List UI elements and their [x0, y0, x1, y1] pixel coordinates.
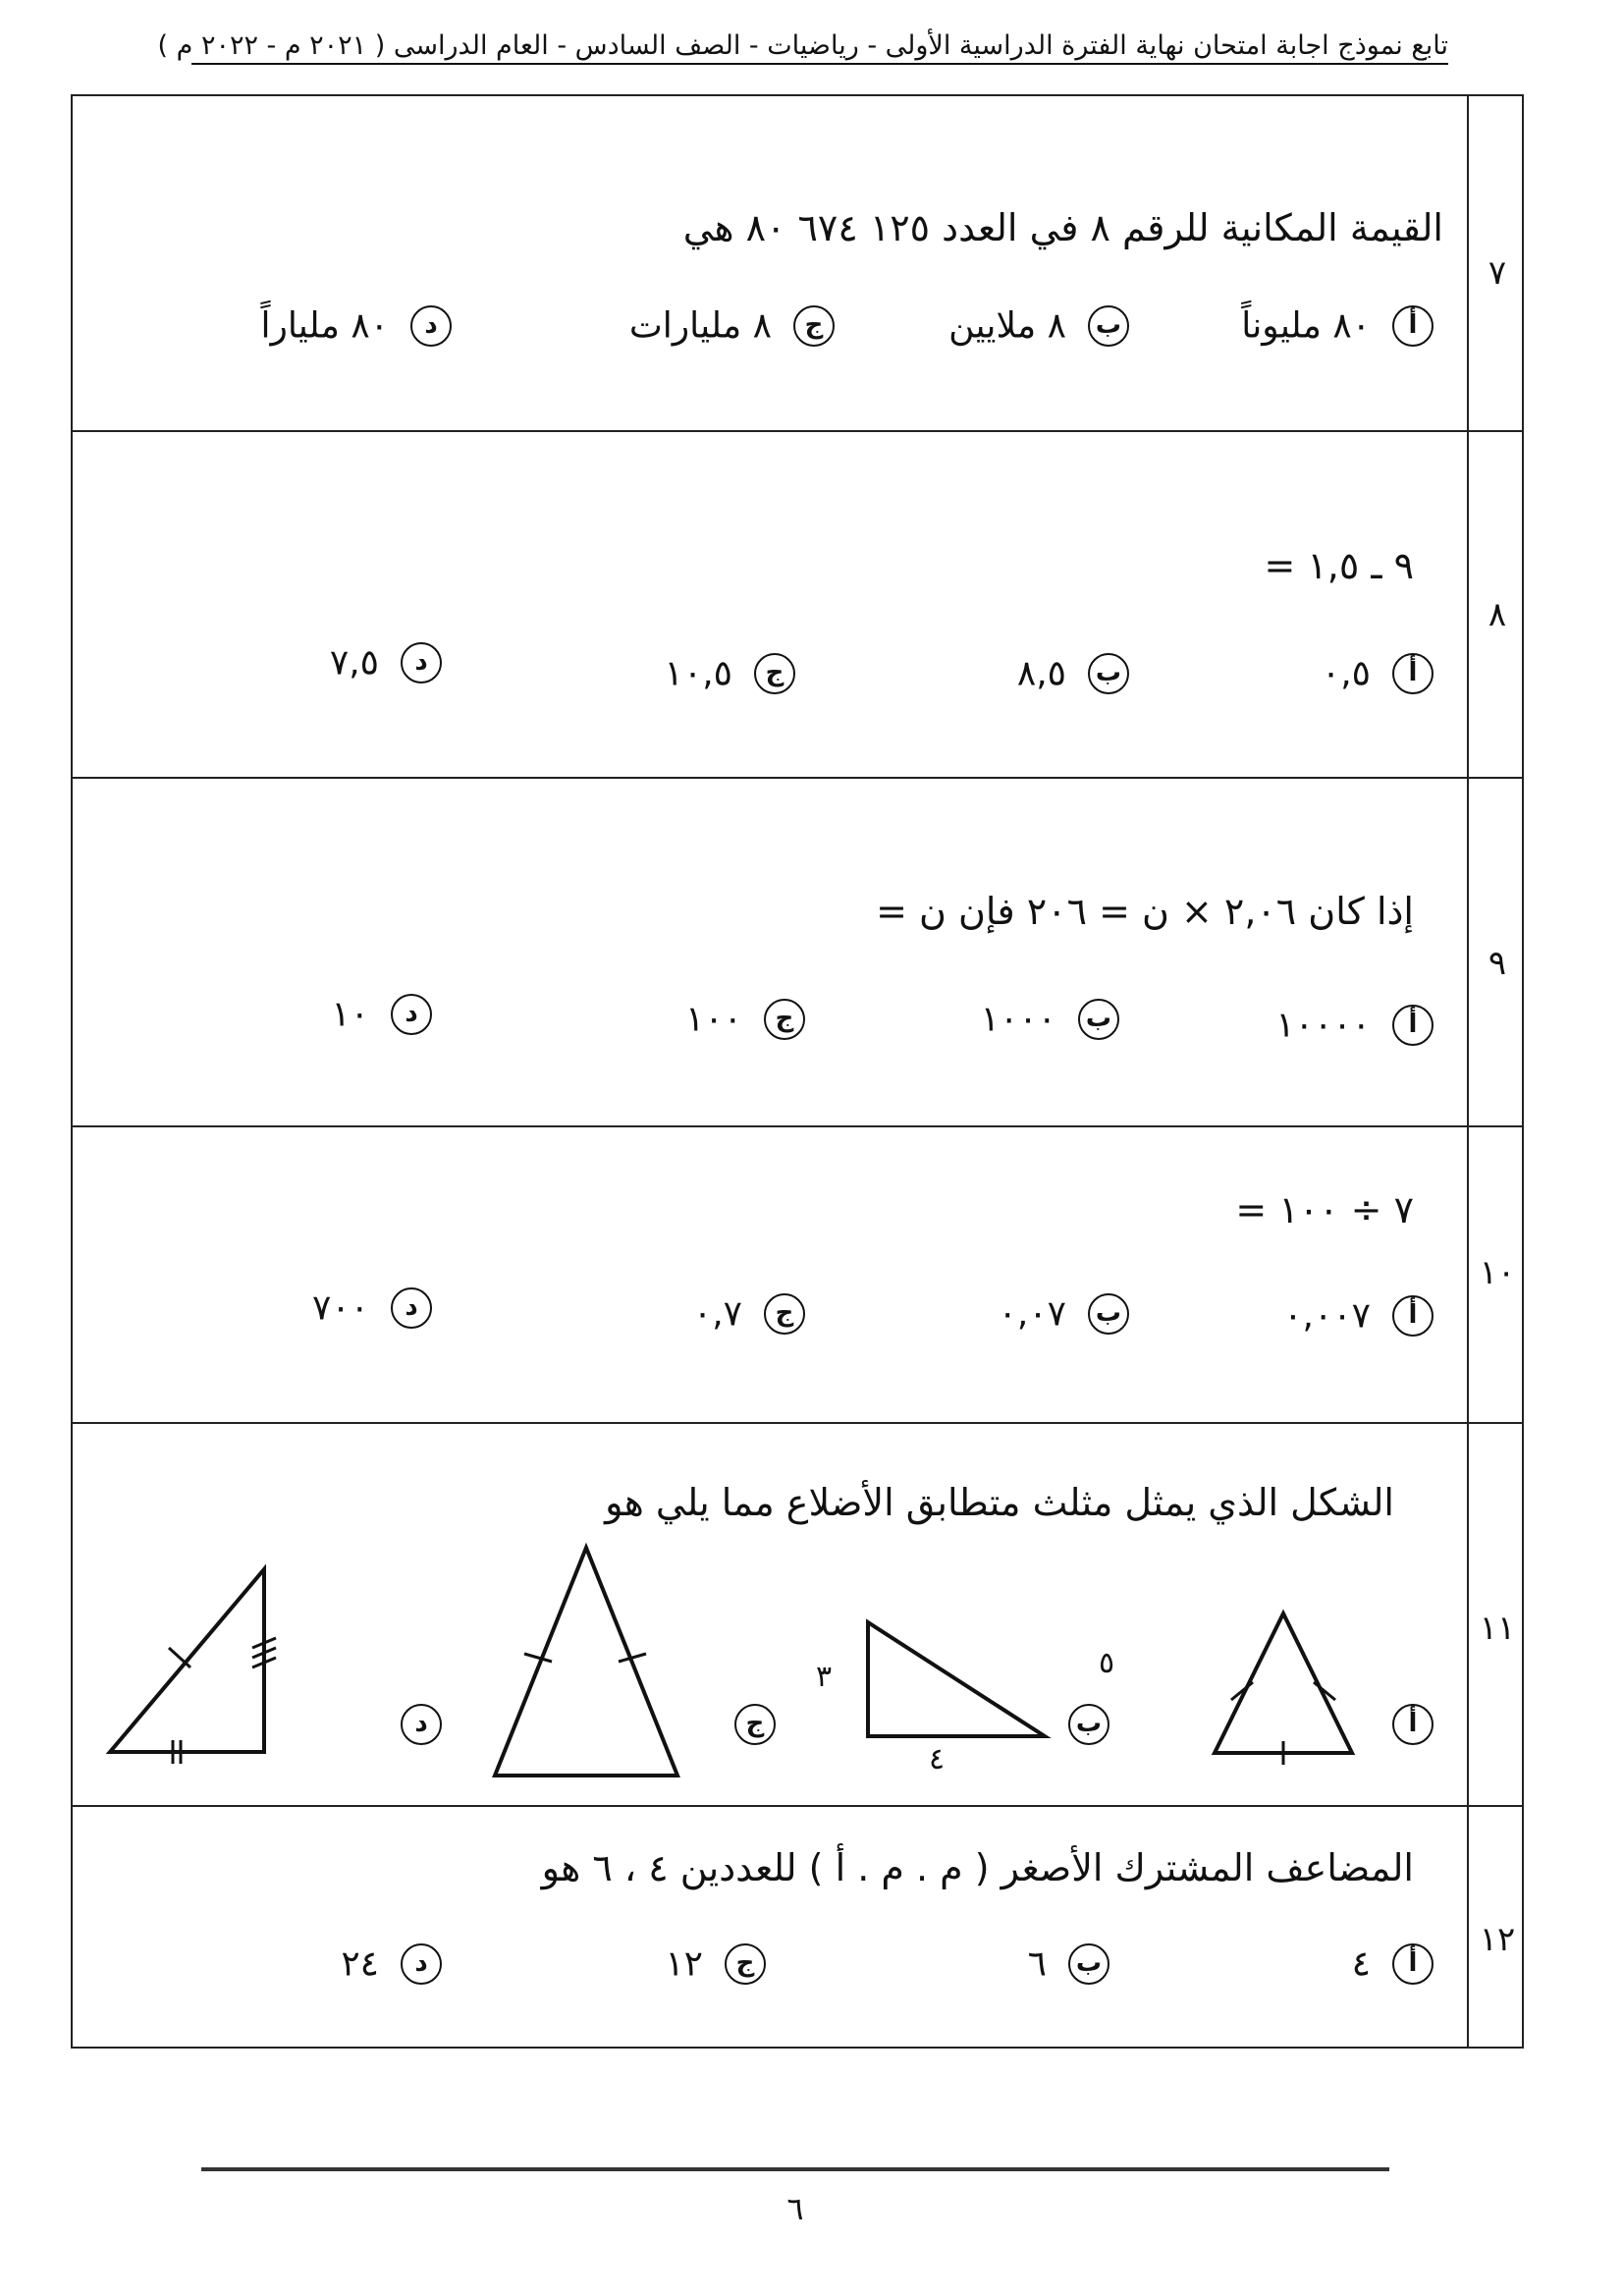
page-header: تابع نموذج اجابة امتحان نهاية الفترة الدراسية الأولى - رياضيات - الصف السادس - العام الدراسى ( ٢٠٢١ م - ٢٠٢٢ م ) — [157, 30, 1448, 61]
option-letter: ج — [793, 305, 835, 347]
option-value: ١٠٠٠٠ — [1275, 1005, 1371, 1046]
option-letter: د — [401, 642, 442, 683]
option-letter: ج — [734, 1704, 776, 1745]
option-letter: ب — [1068, 1704, 1109, 1745]
question-number: ٧ — [1488, 253, 1507, 293]
option-value: ٨,٥ — [1016, 653, 1066, 694]
option-letter: أ — [1392, 1704, 1434, 1745]
question-text: ٩ ـ ١,٥ = — [1264, 544, 1414, 587]
question-text: ٧ ÷ ١٠٠ = — [1235, 1188, 1414, 1231]
option-c — [629, 304, 835, 347]
question-number: ٩ — [1488, 944, 1507, 983]
option-d — [379, 1703, 442, 1745]
option-letter: ج — [764, 1293, 805, 1335]
option-value: ٢٤ — [341, 1943, 379, 1985]
option-value: ٨٠ ملياراً — [260, 305, 389, 347]
option-a — [1322, 652, 1434, 694]
option-value: ٨ ملايين — [948, 305, 1066, 347]
option-b — [999, 1292, 1129, 1335]
option-value: ٨٠ مليوناً — [1241, 305, 1371, 347]
option-value: ٠,٠٧ — [998, 1293, 1066, 1335]
option-value: ٦ — [1027, 1943, 1047, 1985]
option-b — [1028, 1942, 1109, 1985]
question-text: الشكل الذي يمثل مثلث متطابق الأضلاع مما يلي هو — [605, 1481, 1394, 1524]
option-letter: أ — [1392, 305, 1434, 347]
option-d — [260, 304, 452, 347]
option-letter: أ — [1392, 1943, 1434, 1985]
row-divider — [73, 1422, 1522, 1424]
header-underline — [191, 63, 1448, 65]
row-divider — [73, 430, 1522, 432]
row-divider — [73, 1125, 1522, 1127]
option-b — [981, 998, 1119, 1040]
option-value: ٧,٥ — [329, 642, 379, 683]
triangle-d-scalene — [73, 1559, 298, 1776]
row-divider — [73, 1805, 1522, 1807]
option-c — [693, 1292, 805, 1335]
option-c — [665, 652, 795, 694]
option-a — [1241, 304, 1434, 347]
option-b — [948, 304, 1129, 347]
option-a — [1283, 1294, 1434, 1337]
page-number: ٦ — [786, 2190, 804, 2227]
option-letter: د — [391, 1287, 432, 1329]
option-b — [1017, 652, 1129, 694]
question-text: القيمة المكانية للرقم ٨ في العدد ١٢٥ ٦٧٤ ٨٠ هي — [682, 206, 1443, 249]
triangle-a-equilateral — [1210, 1604, 1357, 1771]
option-value: ٧٠٠ — [311, 1287, 369, 1329]
option-letter: أ — [1392, 1005, 1434, 1046]
option-letter: ب — [1088, 305, 1129, 347]
option-value: ١٠٠ — [684, 999, 742, 1040]
question-text: إذا كان ٢,٠٦ × ن = ٢٠٦ فإن ن = — [876, 890, 1414, 933]
option-value: ١٠ — [331, 994, 369, 1035]
option-d — [330, 641, 442, 683]
option-letter: أ — [1392, 653, 1434, 694]
option-letter: د — [401, 1943, 442, 1985]
option-letter: ب — [1088, 1293, 1129, 1335]
question-number: ١٢ — [1479, 1920, 1516, 1959]
option-value: ٠,٠٠٧ — [1283, 1295, 1371, 1337]
row-divider — [73, 777, 1522, 779]
option-d — [341, 1942, 442, 1985]
triangle-b-right — [858, 1609, 1133, 1776]
footer-rule — [201, 2167, 1389, 2171]
option-letter: د — [391, 994, 432, 1035]
option-value: ١٠,٥ — [664, 653, 732, 694]
option-value: ٠,٥ — [1321, 653, 1371, 694]
option-d — [312, 1286, 432, 1329]
option-letter: أ — [1392, 1295, 1434, 1337]
option-value: ٨ مليارات — [628, 305, 772, 347]
option-a — [1275, 1004, 1434, 1046]
option-letter: ب — [1068, 1943, 1109, 1985]
questions-table — [71, 94, 1524, 2049]
question-number: ١١ — [1479, 1609, 1516, 1648]
option-letter: ب — [1088, 653, 1129, 694]
option-value: ٤ — [1351, 1943, 1371, 1985]
option-c — [665, 1942, 766, 1985]
option-value: ٠,٧ — [692, 1293, 742, 1335]
option-letter: ج — [764, 999, 805, 1040]
question-text: المضاعف المشترك الأصغر ( م . م . أ ) للعددين ٤ ، ٦ هو — [541, 1846, 1414, 1889]
option-letter: ج — [754, 653, 795, 694]
option-d — [331, 993, 432, 1035]
triangle-b-base-label: ٤ — [929, 1742, 946, 1777]
option-a — [1352, 1942, 1434, 1985]
option-value: ١٢ — [665, 1943, 703, 1985]
triangle-b-left-label: ٣ — [816, 1660, 833, 1694]
triangle-c-isosceles — [493, 1540, 689, 1795]
number-column-divider — [1467, 96, 1469, 2047]
option-letter: ب — [1078, 999, 1119, 1040]
option-value: ١٠٠٠ — [980, 999, 1056, 1040]
option-c — [713, 1703, 776, 1745]
option-letter: د — [410, 305, 452, 347]
question-number: ٨ — [1488, 595, 1507, 634]
option-a — [1371, 1703, 1434, 1745]
option-letter: د — [401, 1704, 442, 1745]
triangle-b-hyp-label: ٥ — [1099, 1646, 1115, 1680]
option-c — [685, 998, 805, 1040]
question-number: ١٠ — [1479, 1253, 1516, 1292]
option-letter: ج — [725, 1943, 766, 1985]
